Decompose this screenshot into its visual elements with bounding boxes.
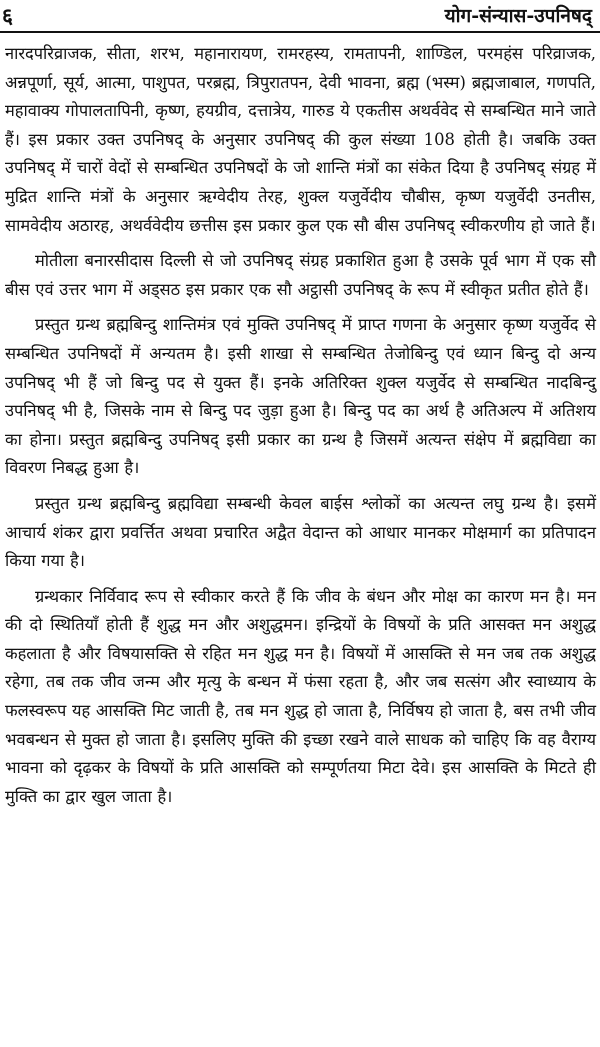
paragraph-brahmabindu-classification: प्रस्तुत ग्रन्थ ब्रह्मबिन्दु शान्तिमंत्र एवं मुक्ति उपनिषद् में प्राप्त गणना के अनुसार कृष्ण यजुर्वेद से सम्बन्धित उपनिषदों में अन्यतम है। इसी शाखा से सम्बन्धित तेजोबिन्दु एवं ध्यान बिन्दु दो अन्य उपनिषद् भी हैं जो बिन्दु पद से युक्त हैं। इनके अतिरिक्त शुक्ल यजुर्वेद से सम्बन्धित नादबिन्दु उपनिषद् भी है, जिसके नाम से बिन्दु पद जुड़ा हुआ है। बिन्दु पद का अर्थ है अतिअल्प में अतिशय का होना। प्रस्तुत ब्रह्मबिन्दु उपनिषद् इसी प्रकार का ग्रन्थ है जिसमें अत्यन्त संक्षेप में ब्रह्मविद्या का विवरण निबद्ध हुआ है। [5,315,596,478]
page-header [0,0,600,32]
paragraph-motilal-collection: मोतीला बनारसीदास दिल्ली से जो उपनिषद् संग्रह प्रकाशित हुआ है उसके पूर्व भाग में एक सौ बीस एवं उत्तर भाग में अड्सठ इस प्रकार एक सौ अट्ठासी उपनिषद् के रूप में स्वीकृत प्रतीत होते हैं। [5,251,596,299]
page-body [0,40,600,1044]
page-number: ६ [2,3,13,28]
paragraph-brahmabindu-summary: प्रस्तुत ग्रन्थ ब्रह्मबिन्दु ब्रह्मविद्या सम्बन्धी केवल बाईस श्लोकों का अत्यन्त लघु ग्रन्थ है। इसमें आचार्य शंकर द्वारा प्रवर्त्तित अथवा प्रचारित अद्वैत वेदान्त को आधार मानकर मोक्षमार्ग का प्रतिपादन किया गया है। [5,493,596,571]
running-title: योग-संन्यास-उपनिषद् [444,5,592,27]
paragraph-mind-bondage: ग्रन्थकार निर्विवाद रूप से स्वीकार करते हैं कि जीव के बंधन और मोक्ष का कारण मन है। मन की दो स्थितियाँ होती हैं शुद्ध मन और अशुद्धमन। इन्द्रियों के विषयों के प्रति आसक्त मन अशुद्ध कहलाता है और विषयासक्ति से रहित मन शुद्ध मन है। विषयों में आसक्ति से मन जब तक अशुद्ध रहेगा, तब तक जीव जन्म और मृत्यु के बन्धन में फंसा रहता है, और जब सत्संग और स्वाध्याय के फलस्वरूप यह आसक्ति मिट जाती है, तब मन शुद्ध हो जाता है, निर्विषय हो जाता है, बस तभी जीव भवबन्धन से मुक्त हो जाता है। इसलिए मुक्ति की इच्छा रखने वाले साधक को चाहिए कि वह वैराग्य भावना को दृढ़कर के विषयों के प्रति आसक्ति को सम्पूर्णतया मिटा देवे। इस आसक्ति के मिटते ही मुक्ति का द्वार खुल जाता है। [5,586,597,806]
paragraph-upanishad-list: नारदपरिव्राजक, सीता, शरभ, महानारायण, रामरहस्य, रामतापनी, शाण्डिल, परमहंस परिव्राजक, अन्नपूर्णा, सूर्य, आत्मा, पाशुपत, परब्रह्म, त्रिपुरातपन, देवी भावना, ब्रह्म (भस्म) ब्रह्मजाबाल, गणपति, महावाक्य गोपालतापिनी, कृष्ण, हयग्रीव, दत्तात्रेय, गारुड ये एकतीस अथर्ववेद से सम्बन्धित माने जाते हैं। इस प्रकार उक्त उपनिषद् के अनुसार उपनिषद् की कुल संख्या 108 होती है। जबकि उक्त उपनिषद् में चारों वेदों से सम्बन्धित उपनिषदों के जो शान्ति मंत्रों का संकेत दिया है उपनिषद् संग्रह में मुद्रित शान्ति मंत्रों के अनुसार ऋग्वेदीय तेरह, शुक्ल यजुर्वेदीय चौबीस, कृष्ण यजुर्वेदी उनतीस, सामवेदीय अठारह, अथर्ववेदीय छत्तीस इस प्रकार कुल एक सौ बीस उपनिषद् स्वीकरणीय हो जाते हैं। [5,44,596,235]
header-rule [0,31,600,33]
